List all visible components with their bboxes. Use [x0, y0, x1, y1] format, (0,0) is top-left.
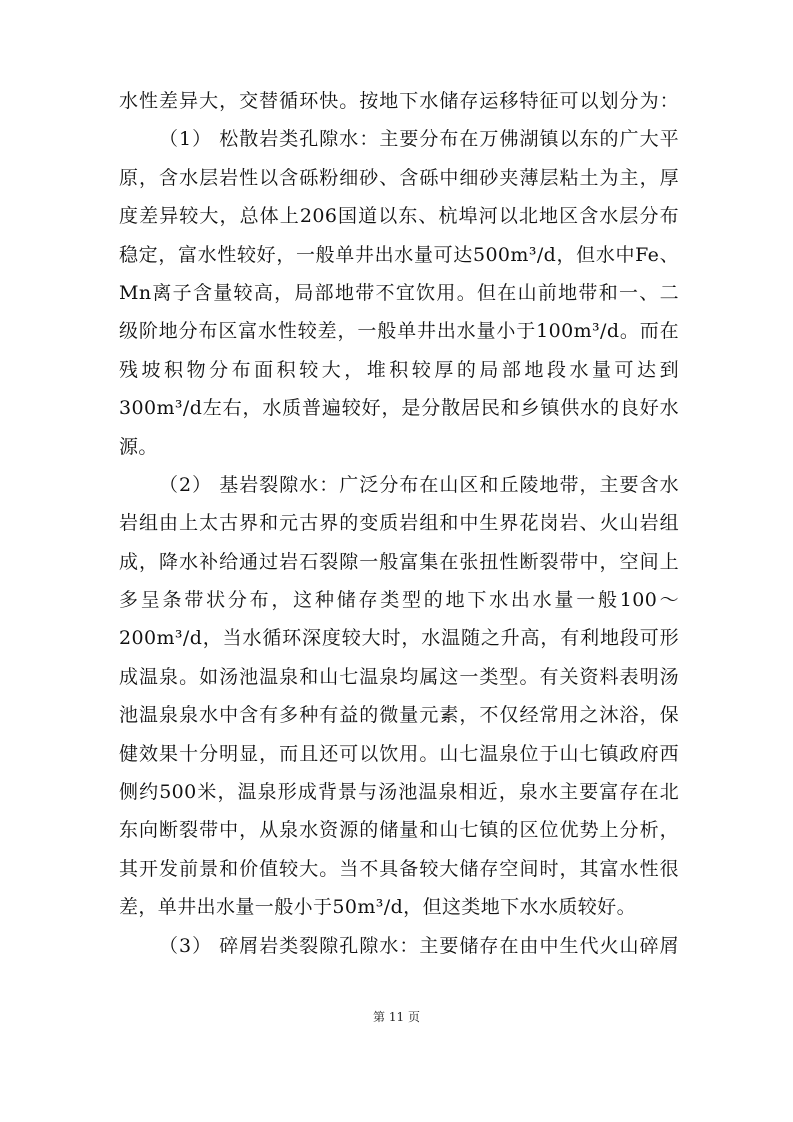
body-text: [119, 82, 679, 965]
text-line: 源。: [119, 435, 158, 458]
text-line: 残坡积物分布面积较大，堆积较厚的局部地段水量可达到: [119, 358, 679, 381]
text-line: 东向断裂带中，从泉水资源的储量和山七镇的区位优势上分析，: [119, 819, 679, 842]
text-line: Mn离子含量较高，局部地带不宜饮用。但在山前地带和一、二: [119, 281, 679, 304]
text-line: 稳定，富水性较好，一般单井出水量可达500m³/d，但水中Fe、: [119, 243, 679, 266]
text-line: 级阶地分布区富水性较差，一般单井出水量小于100m³/d。而在: [119, 320, 679, 343]
text-line: 成温泉。如汤池温泉和山七温泉均属这一类型。有关资料表明汤: [119, 665, 679, 688]
text-line: 多呈条带状分布，这种储存类型的地下水出水量一般100～: [119, 589, 679, 612]
text-line: （1） 松散岩类孔隙水：主要分布在万佛湖镇以东的广大平: [159, 128, 679, 151]
text-line: 水性差异大，交替循环快。按地下水储存运移特征可以划分为：: [119, 90, 679, 112]
text-line: 成，降水补给通过岩石裂隙一般富集在张扭性断裂带中，空间上: [119, 550, 679, 573]
text-line: 池温泉泉水中含有多种有益的微量元素，不仅经常用之沐浴，保: [119, 704, 679, 727]
text-line: 度差异较大，总体上206国道以东、杭埠河以北地区含水层分布: [119, 205, 679, 228]
text-line: 300m³/d左右，水质普遍较好，是分散居民和乡镇供水的良好水: [119, 397, 679, 420]
text-line: （3） 碎屑岩类裂隙孔隙水：主要储存在由中生代火山碎屑: [159, 934, 679, 957]
text-line: （2） 基岩裂隙水：广泛分布在山区和丘陵地带，主要含水: [159, 473, 679, 496]
text-line: 200m³/d，当水循环深度较大时，水温随之升高，有利地段可形: [119, 627, 679, 650]
page-number: 第 11 页: [373, 1010, 420, 1024]
text-line: 原，含水层岩性以含砾粉细砂、含砾中细砂夹薄层粘土为主，厚: [119, 166, 679, 189]
text-line: 侧约500米，温泉形成背景与汤池温泉相近，泉水主要富存在北: [119, 781, 679, 804]
text-line: 差，单井出水量一般小于50m³/d，但这类地下水水质较好。: [119, 896, 636, 919]
text-line: 岩组由上太古界和元古界的变质岩组和中生界花岗岩、火山岩组: [119, 512, 679, 535]
text-line: 健效果十分明显，而且还可以饮用。山七温泉位于山七镇政府西: [119, 742, 679, 765]
text-line: 其开发前景和价值较大。当不具备较大储存空间时，其富水性很: [119, 857, 679, 880]
